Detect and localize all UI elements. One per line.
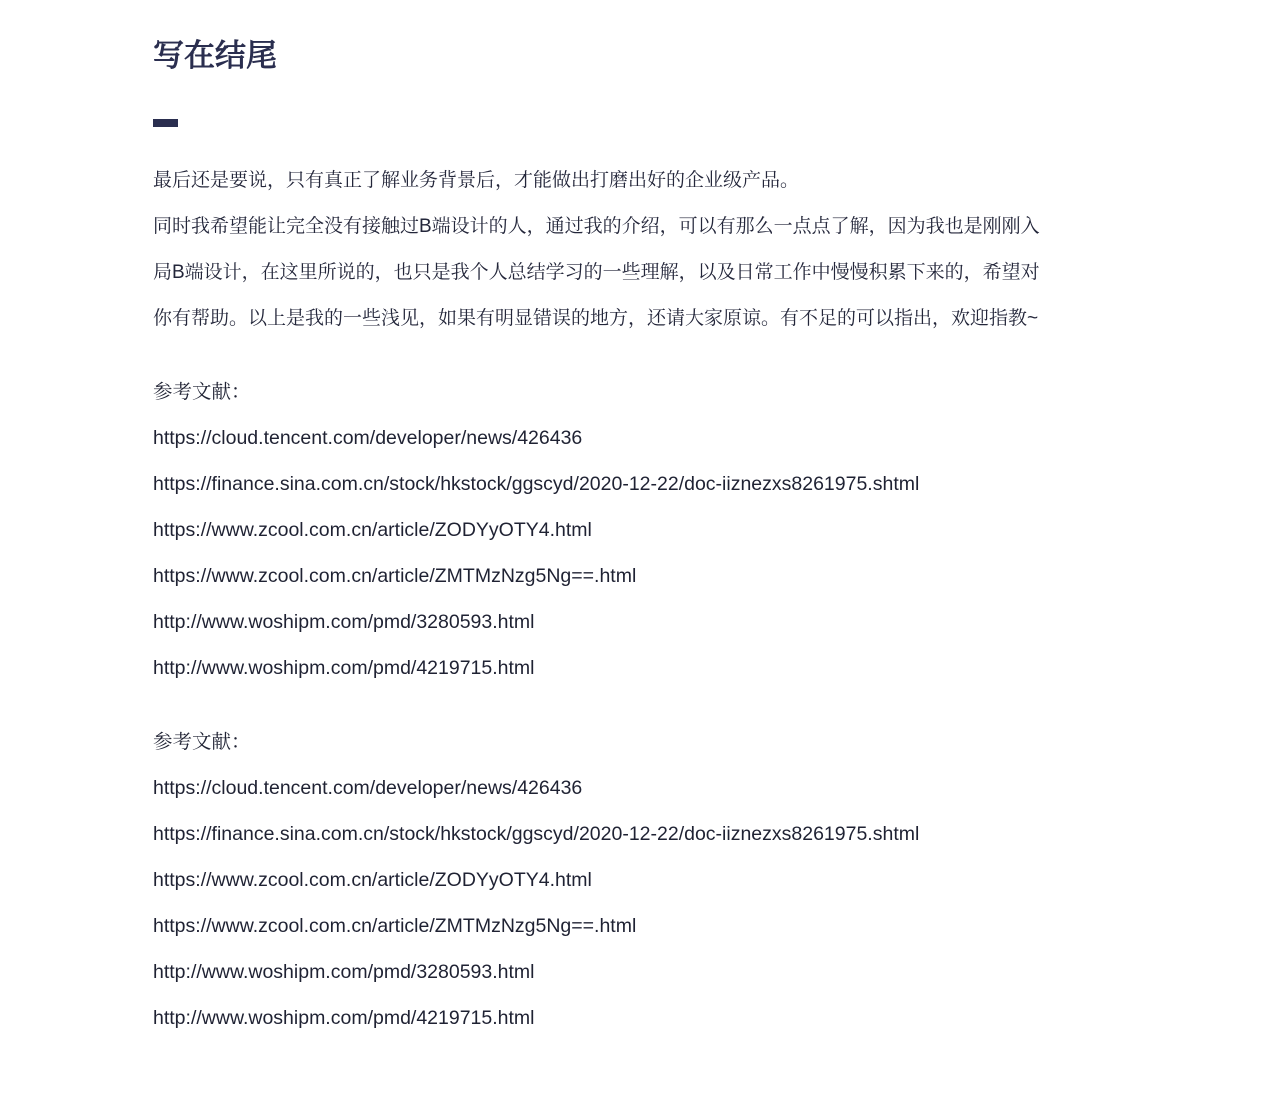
reference-link[interactable]: https://finance.sina.com.cn/stock/hkstock/ggscyd/2020-12-22/doc-iiznezxs8261975.shtml — [153, 823, 920, 845]
references-heading: 参考文献： — [153, 731, 251, 753]
reference-link[interactable]: http://www.woshipm.com/pmd/3280593.html — [153, 961, 535, 983]
paragraph-line: 局B端设计，在这里所说的，也只是我个人总结学习的一些理解，以及日常工作中慢慢积累下来的，希望对 — [153, 262, 1040, 283]
paragraph-line: 你有帮助。以上是我的一些浅见，如果有明显错误的地方，还请大家原谅。有不足的可以指出，欢迎指教~ — [153, 308, 1039, 329]
reference-link[interactable]: http://www.woshipm.com/pmd/4219715.html — [153, 657, 535, 679]
references-list — [153, 719, 1153, 1041]
reference-link[interactable]: https://www.zcool.com.cn/article/ZMTMzNzg5Ng==.html — [153, 915, 637, 937]
reference-link[interactable]: https://www.zcool.com.cn/article/ZMTMzNzg5Ng==.html — [153, 565, 637, 587]
title-underline-bar — [153, 119, 178, 127]
reference-link[interactable]: https://cloud.tencent.com/developer/news/426436 — [153, 777, 583, 799]
references-heading: 参考文献： — [153, 381, 251, 403]
references-list — [153, 369, 1153, 691]
paragraph-line: 同时我希望能让完全没有接触过B端设计的人，通过我的介绍，可以有那么一点点了解，因为我也是刚刚入 — [153, 216, 1040, 237]
reference-link[interactable]: http://www.woshipm.com/pmd/3280593.html — [153, 611, 535, 633]
reference-link[interactable]: https://www.zcool.com.cn/article/ZODYyOTY4.html — [153, 869, 592, 891]
reference-link[interactable]: https://finance.sina.com.cn/stock/hkstock/ggscyd/2020-12-22/doc-iiznezxs8261975.shtml — [153, 473, 920, 495]
section-title: 写在结尾 — [153, 38, 277, 73]
paragraph-line: 最后还是要说，只有真正了解业务背景后，才能做出打磨出好的企业级产品。 — [153, 170, 800, 191]
reference-link[interactable]: http://www.woshipm.com/pmd/4219715.html — [153, 1007, 535, 1029]
reference-link[interactable]: https://cloud.tencent.com/developer/news/426436 — [153, 427, 583, 449]
closing-paragraph — [153, 158, 1153, 342]
reference-link[interactable]: https://www.zcool.com.cn/article/ZODYyOTY4.html — [153, 519, 592, 541]
